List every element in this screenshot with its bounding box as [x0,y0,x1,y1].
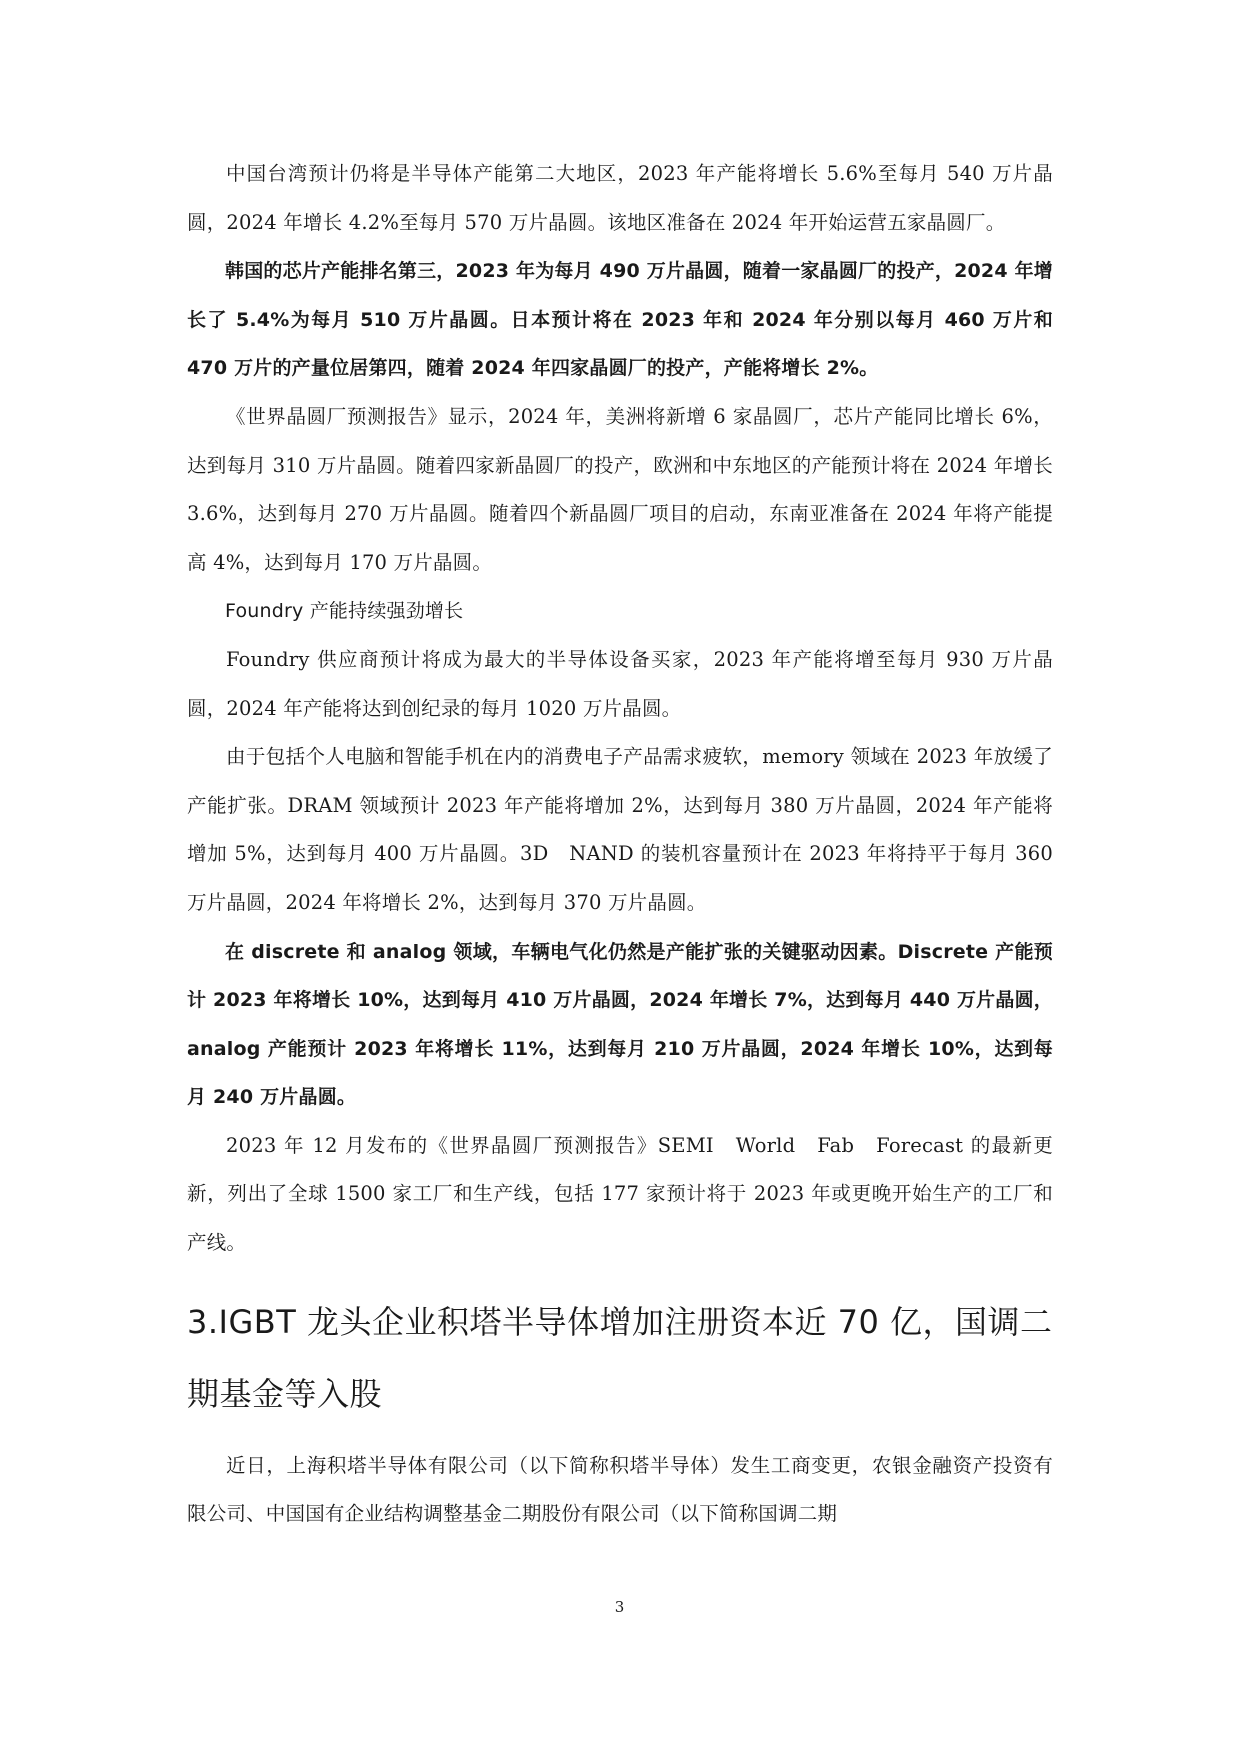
section-heading: 3.IGBT 龙头企业积塔半导体增加注册资本近 70 亿，国调二期基金等入股 [187,1302,1053,1413]
subheading-foundry: Foundry 产能持续强劲增长 [225,600,464,623]
paragraph-americas-europe-sea: 《世界晶圆厂预测报告》显示，2024 年，美洲将新增 6 家晶圆厂，芯片产能同比增长 6%，达到每月 310 万片晶圆。随着四家新晶圆厂的投产，欧洲和中东地区的产能预计将在 2024 年增长 3.6%，达到每月 270 万片晶圆。随着四个新晶圆厂项目的启动，东南亚准备在 2024 年将产能提高 4%，达到每月 170 万片晶圆。 [187,404,1053,574]
paragraph-korea-japan-capacity: 韩国的芯片产能排名第三，2023 年为每月 490 万片晶圆，随着一家晶圆厂的投产，2024 年增长了 5.4%为每月 510 万片晶圆。日本预计将在 2023 年和 2024 年分别以每月 460 万片和 470 万片的产量位居第四，随着 2024 年四家晶圆厂的投产，产能将增长 2%。 [187,260,1053,380]
document-page [187,150,1053,1539]
paragraph-discrete-analog: 在 discrete 和 analog 领域，车辆电气化仍然是产能扩张的关键驱动因素。Discrete 产能预计 2023 年将增长 10%，达到每月 410 万片晶圆，2024 年增长 7%，达到每月 440 万片晶圆，analog 产能预计 2023 年将增长 11%，达到每月 210 万片晶圆，2024 年增长 10%，达到每月 240 万片晶圆。 [187,940,1053,1109]
paragraph-world-fab-forecast: 2023 年 12 月发布的《世界晶圆厂预测报告》SEMI World Fab Forecast 的最新更新，列出了全球 1500 家工厂和生产线，包括 177 家预计将于 2023 年或更晚开始生产的工厂和产线。 [187,1133,1053,1255]
paragraph-jita-change: 近日，上海积塔半导体有限公司（以下简称积塔半导体）发生工商变更，农银金融资产投资有限公司、中国国有企业结构调整基金二期股份有限公司（以下简称国调二期 [187,1453,1053,1526]
paragraph-memory-capacity: 由于包括个人电脑和智能手机在内的消费电子产品需求疲软，memory 领域在 2023 年放缓了产能扩张。DRAM 领域预计 2023 年产能将增加 2%，达到每月 380 万片晶圆，2024 年产能将增加 5%，达到每月 400 万片晶圆。3D NAND 的装机容量预计在 2023 年将持平于每月 360 万片晶圆，2024 年将增长 2%，达到每月 370 万片晶圆。 [187,745,1053,914]
page-number: 3 [614,1598,625,1616]
paragraph-foundry-capacity: Foundry 供应商预计将成为最大的半导体设备买家，2023 年产能将增至每月 930 万片晶圆，2024 年产能将达到创纪录的每月 1020 万片晶圆。 [187,647,1053,720]
paragraph-taiwan-capacity: 中国台湾预计仍将是半导体产能第二大地区，2023 年产能将增长 5.6%至每月 540 万片晶圆，2024 年增长 4.2%至每月 570 万片晶圆。该地区准备在 2024 年开始运营五家晶圆厂。 [187,162,1053,234]
